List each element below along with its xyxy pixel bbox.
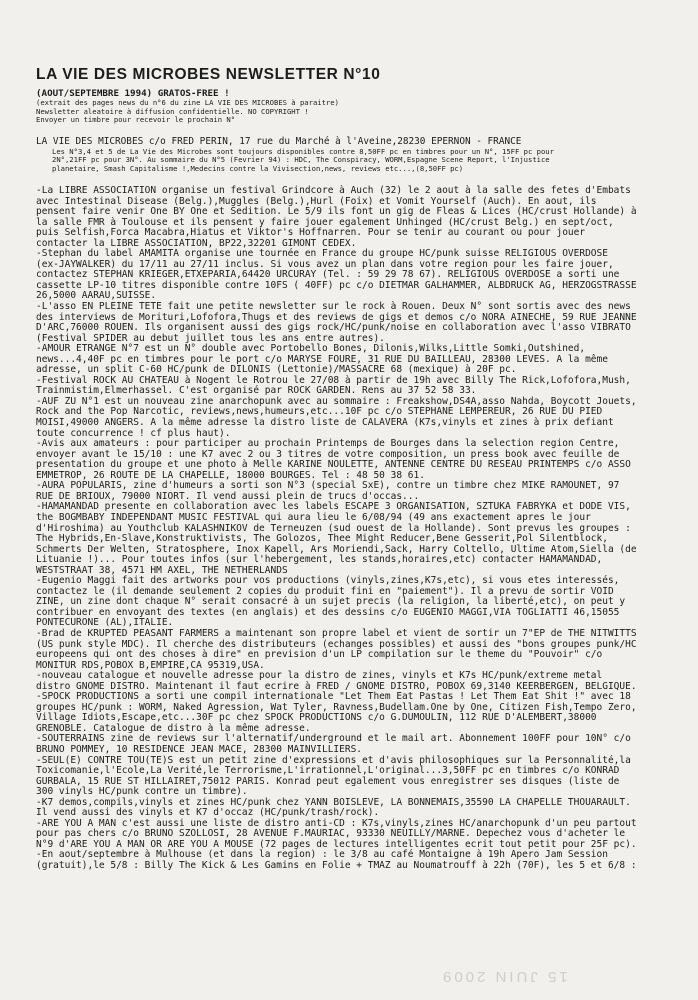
news-line: Schmerts Der Welten, Stratosphere, Inox Kapell, Ars Moriendi,Sack, Harry Coltello, Ultime Atom,Siella (de — [36, 543, 637, 555]
news-line: Toxicomanie,l'Ecole,La Verité,le Terrorisme,L'irrationnel,L'original...3,50FF pc en timbres c/o KONRAD — [36, 765, 620, 777]
news-line: MONITUR RDS,POBOX B,EMPIRE,CA 95319,USA. — [36, 659, 265, 671]
news-line: (Festival SPIDER au debut juillet tous les ans entre autres). — [36, 332, 385, 344]
news-line: -K7 demos,compils,vinyls et zines HC/punk chez YANN BOISLEVE, LA BONNEMAIS,35590 LA CHAPELLE THOUARAULT. — [36, 796, 631, 808]
news-line: BRUNO POMMEY, 10 RESIDENCE JEAN MACE, 28300 MAINVILLIERS. — [36, 743, 363, 755]
news-line: Lituanie !)... Pour toutes infos (sur l'hebergement, les stands,horaires,etc) contacter HAMAMANDAD, — [36, 554, 603, 566]
news-line: -SPOCK PRODUCTIONS a sorti une compil internationale "Let Them Eat Pastas ! Let Them Eat Shit !" avec 18 — [36, 691, 631, 703]
news-line: the BOGMBABY INDEPENDANT MUSIC FESTIVAL qui aura lieu le 6/08/94 (49 ans exactement apres le jour — [36, 511, 591, 523]
news-line: presentation du groupe et une photo à Melle KARINE NOULETTE, ANTENNE CENTRE DU RESEAU PRINTEMPS c/o ASSO — [36, 459, 631, 471]
news-line: distro GNOME DISTRO. Maintenant il faut ecrire à FRED / GNOME DISTRO, POBOX 69,3140 KEERBERGEN, BELGIQUE. — [36, 680, 637, 692]
news-line: -La LIBRE ASSOCIATION organise un festival Grindcore à Auch (32) le 2 aout à la salle des fetes d'Embats — [36, 185, 631, 196]
news-line: -AURA POPULARIS, zine d'humeurs a sorti son N°3 (special SxE), contre un timbre chez MIKE RAMOUNET, 97 — [36, 480, 620, 492]
news-line: adresse, un split C-60 HC/punk de DILONIS (Lettonie)/MASSACRE 68 (mexique) à 20F pc. — [36, 364, 517, 376]
intro-line: Newsletter aleatoire à diffusion confidentielle. NO COPYRIGHT ! — [36, 106, 309, 116]
news-line: pour pas chers c/o BRUNO SZOLLOSI, 28 AVENUE F.MAURIAC, 93330 NEUILLY/MARNE. Depechez vous d'acheter le — [36, 828, 626, 840]
back-issues-line: Les N°3,4 et 5 de La Vie des Microbes sont toujours disponibles contre 8,50FF pc en timbres pour un N°, 15FF pc pour — [52, 146, 554, 156]
news-line: -nouveau catalogue et nouvelle adresse pour la distro de zines, vinyls et K7s HC/punk/extreme metal — [36, 670, 603, 682]
news-line: EMMETROP, 26 ROUTE DE LA CHAPELLE, 18000 BOURGES. Tel : 48 50 38 61. — [36, 469, 425, 481]
news-line: 300 vinyls HC/punk contre un timbre). — [36, 786, 248, 798]
news-line: GURBALA, 15 RUE ST HILLAIRET,75012 PARIS. Konrad peut egalement vous enregistrer ses disques (liste de — [36, 775, 620, 787]
news-line: des interviews de Morituri,Lofofora,Thugs et des reviews de gigs et demos c/o NORA AINECHE, 59 RUE JEANNE — [36, 311, 637, 323]
date-stamp: 15 JUIN 2009 — [440, 968, 568, 985]
news-line: -SOUTERRAINS zine de reviews sur l'alternatif/underground et le mail art. Abonnement 100FF pour 10N° c/o — [36, 733, 631, 745]
news-line: ZINE, un zine dont chaque N° serait consacré à un sujet precis (la religion, la liberté,etc), on peut y — [36, 596, 626, 608]
news-line: contribuer en envoyant des textes (en anglais) et des dessins c/o EUGENIO MAGGI,VIA TOGLIATTI 46,15055 — [36, 606, 620, 618]
news-line: groupes HC/punk : WORM, Naked Agression, Wat Tyler, Ravness,Budellam.One by One, Citizen Fish,Tempo Zero, — [36, 701, 637, 713]
newsletter-title: LA VIE DES MICROBES NEWSLETTER N°10 — [36, 66, 381, 83]
contact-address: LA VIE DES MICROBES c/o FRED PERIN, 17 rue du Marché à l'Aveine,28230 EPERNON - FRANCE — [36, 135, 522, 147]
news-line: la salle FMR à Toulouse et ils pensent y faire jouer egalement Unhinged (HC/crust Belg.) en sept/oct, — [36, 216, 614, 228]
news-line: contactez STEPHAN KRIEGER,ETXEPARIA,64420 URCURAY (Tel. : 59 29 78 67). RELIGIOUS OVERDOSE a sorti une — [36, 269, 620, 281]
news-line: d'Hiroshima) au Youthclub KALASHNIKOV de Terneuzen (sud ouest de la Hollande). Sont prevus les groupes : — [36, 522, 631, 534]
news-line: D'ARC,76000 ROUEN. Ils organisent aussi des gigs rock/HC/punk/noise en collaboration avec l'asso VIBRATO — [36, 322, 631, 334]
news-line: -Avis aux amateurs : pour participer au prochain Printemps de Bourges dans la selection region Centre, — [36, 438, 620, 450]
news-line: (ex-JAYWALKER) du 17/11 au 27/11 inclus. Si vous avez un plan dans votre region pour les faire jouer, — [36, 258, 614, 270]
news-line: PONTECURONE (AL),ITALIE. — [36, 617, 174, 629]
back-issues-line: 2N°,21FF pc pour 3N°. Au sommaire du N°5 (Fevrier 94) : HDC, The Conspiracy, WORM,Espagne Scene Report, l'Injustice — [52, 155, 550, 165]
news-line: -AUF ZU N°1 est un nouveau zine anarchopunk avec au sommaire : Freakshow,DS4A,asso Nahda, Boycott Jouets, — [36, 395, 637, 407]
news-line: (US punk style MDC). Il cherche des distributeurs (echanges possibles) et aussi des "bons groupes punk/HC — [36, 638, 637, 650]
news-line: Il vend aussi des vinyls et K7 d'occaz (HC/punk/trash/rock). — [36, 807, 380, 819]
news-line: toute concurrence ! cf plus haut). — [36, 427, 231, 439]
news-line: -ARE YOU A MAN c'est aussi une liste de distro anti-CD : K7s,vinyls,zines HC/anarchopunk d'un peu partout — [36, 817, 637, 829]
news-line: WESTSTRAAT 38, 4571 HM AXEL, THE NETHERLANDS — [36, 564, 288, 576]
news-line: puis Selfish,Forca Macabra,Hiatus et Viktor's Hoffnarren. Pour se tenir au courant ou pour jouer — [36, 227, 586, 239]
news-line: -Eugenio Maggi fait des artworks pour vos productions (vinyls,zines,K7s,etc), si vous etes interessés, — [36, 575, 620, 587]
news-line: -SEUL(E) CONTRE TOU(TE)S est un petit zine d'expressions et d'avis philosophiques sur la Personnalité,la — [36, 754, 631, 766]
newsletter-date: (AOUT/SEPTEMBRE 1994) GRATOS-FREE ! — [36, 88, 230, 99]
news-line: -En aout/septembre à Mulhouse (et dans la region) : le 3/8 au café Montaigne à 19h Apero Jam Session — [36, 849, 608, 861]
news-line: -L'asso EN PLEINE TETE fait une petite newsletter sur le rock à Rouen. Deux N° sont sortis avec des news — [36, 301, 631, 313]
news-line: GRENOBLE. Catalogue de distro à la même adresse. — [36, 722, 311, 734]
news-line: pensent faire venir One BY One et Sedition. Le 5/9 ils font un gig de Fleas & Lices (HC/crust Hollande) à — [36, 206, 637, 218]
news-line: (gratuit),le 5/8 : Billy The Kick & Les Gamins en Folie + TMAZ au Noumatrouff à 22h (70F), les 5 et 6/8 : — [36, 860, 637, 871]
news-line: europeens qui ont des choses à dire" en prevision d'un LP compilation sur le theme du "Pouvoir" c/o — [36, 649, 603, 661]
news-line: The Hybrids,En-Slave,Konstruktivists, The Golozos, Thee Might Reducer,Bene Gesserit,Pol Silentblock, — [36, 533, 608, 545]
news-line: cassette LP-10 titres disponible contre 10FS ( 40FF) pc c/o DIETMAR GALHAMMER, ALBDRUCK AG, HERZOGSTRASSE — [36, 279, 637, 291]
news-line: N°9 d'ARE YOU A MAN OR ARE YOU A MOUSE (72 pages de lectures intelligentes ecrit tout petit pour 25F pc). — [36, 838, 637, 850]
news-line: 26,5000 AARAU,SUISSE. — [36, 290, 157, 302]
back-issues-line: planetaire, Smash Capitalisme !,Medecins contre la Vivisection,news, reviews etc...,(8,50FF pc) — [52, 163, 464, 173]
news-line: MOISI,49000 ANGERS. A la même adresse la distro liste de CALAVERA (K7s,vinyls et zines à prix defiant — [36, 417, 614, 429]
news-line: -Festival ROCK AU CHATEAU à Nogent le Rotrou le 27/08 à partir de 19h avec Billy The Rick,Lofofora,Mush, — [36, 374, 631, 386]
news-line: Rock and the Pop Narcotic, reviews,news,humeurs,etc...10F pc c/o STEPHANE LEMPEREUR, 26 RUE DU PIED — [36, 406, 603, 418]
news-line: RUE DE BRIOUX, 79000 NIORT. Il vend aussi plein de trucs d'occas... — [36, 490, 420, 502]
newsletter-page — [22, 66, 682, 872]
news-line: news...4,40F pc en timbres pour le port c/o MARYSE FOURE, 31 RUE DU BAILLEAU, 28300 LEVES. A la même — [36, 353, 608, 365]
intro-line: (extrait des pages news du n°6 du zine LA VIE DES MICROBES à paraitre) — [36, 98, 339, 107]
news-line: envoyer avant le 15/10 : une K7 avec 2 ou 3 titres de votre composition, un press book avec feuille de — [36, 448, 620, 460]
news-line: -HAMAMANDAD presente en collaboration avec les labels ESCAPE 3 ORGANISATION, SZTUKA FABRYKA et DODE VIS, — [36, 501, 631, 513]
news-line: contacter la LIBRE ASSOCIATION, BP22,32201 GIMONT CEDEX. — [36, 237, 357, 249]
news-line: avec Intestinal Disease (Belg.),Muggles (Belg.),Hurl (Foix) et Vomit Yourself (Auch). En aout, ils — [36, 195, 597, 207]
news-line: -AMOUR ETRANGE N°7 est un N° double avec Portobello Bones, Dilonis,Wilks,Little Somki,Outshined, — [36, 343, 586, 355]
news-line: contactez le (il demande seulement 2 copies du produit fini en "paiement"). Il a prevu de sortir VOID — [36, 585, 614, 597]
news-line: -Brad de KRUPTED PEASANT FARMERS a maintenant son propre label et vient de sortir un 7"EP de THE NITWITTS — [36, 627, 637, 639]
news-line: Village Idiots,Escape,etc...30F pc chez SPOCK PRODUCTIONS c/o G.DUMOULIN, 112 RUE D'ALEMBERT,38000 — [36, 712, 597, 724]
news-line: -Stephan du label AMAMITA organise une tournée en France du groupe HC/punk suisse RELIGIOUS OVERDOSE — [36, 248, 608, 260]
news-list — [22, 186, 682, 872]
news-line: Trainmistim,Elmerhassel. C'est organisé par ROCK GARDEN. Rens au 37 52 58 33. — [36, 385, 477, 397]
intro-line: Envoyer un timbre pour recevoir le prochain N° — [36, 115, 236, 125]
